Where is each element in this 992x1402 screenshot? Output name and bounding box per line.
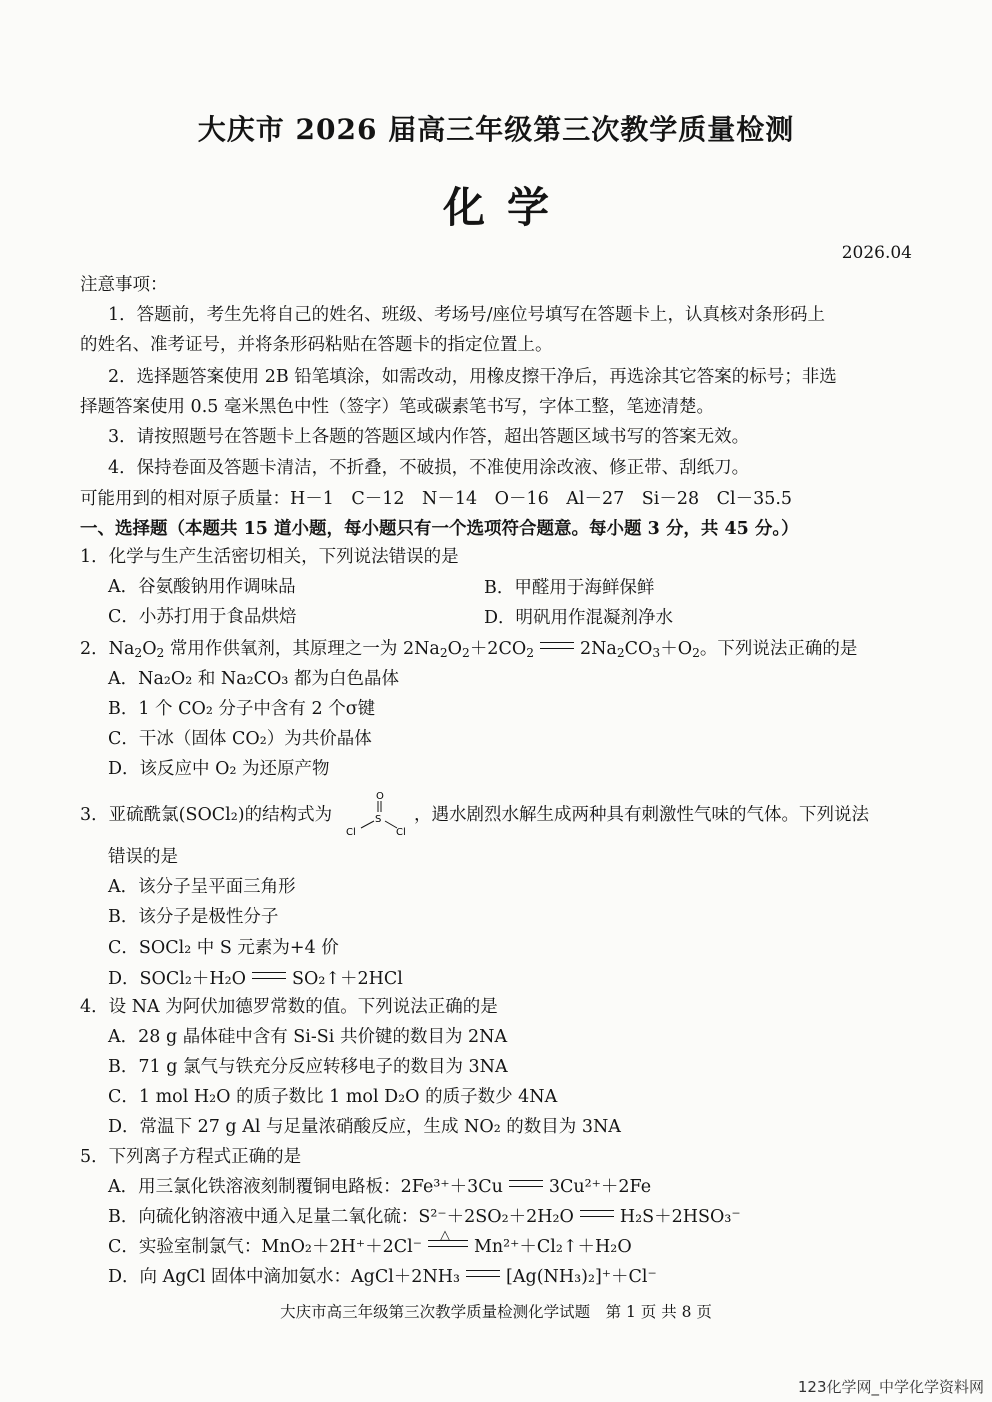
q3-option-d: D．SOCl₂＋H₂O SO₂↑＋2HCl bbox=[108, 969, 403, 989]
q3-stem-part-2: ，遇水剧烈水解生成两种具有刺激性气味的气体。下列说法 bbox=[414, 805, 869, 825]
exam-date: 2026.04 bbox=[841, 243, 912, 263]
q3-option-a: A．该分子呈平面三角形 bbox=[108, 877, 296, 897]
q2-option-d: D．该反应中 O₂ 为还原产物 bbox=[108, 759, 330, 779]
q3-stem-part-3: 错误的是 bbox=[108, 847, 178, 867]
equals-sign bbox=[580, 1210, 614, 1217]
struct-chlorine-left: Cl bbox=[346, 827, 356, 836]
page-footer: 大庆市高三年级第三次教学质量检测化学试题 第 1 页 共 8 页 bbox=[280, 1303, 712, 1321]
struct-chlorine-right: Cl bbox=[396, 827, 406, 836]
q1-option-d: D．明矾用作混凝剂净水 bbox=[484, 608, 674, 628]
equals-sign bbox=[509, 1180, 543, 1187]
q4-stem: 4．设 NA 为阿伏加德罗常数的值。下列说法正确的是 bbox=[80, 997, 498, 1017]
subject-title: 化学 bbox=[442, 183, 571, 232]
section-heading: 一、选择题（本题共 15 道小题，每小题只有一个选项符合题意。每小题 3 分，共 45 分。） bbox=[80, 519, 799, 539]
site-watermark: 123化学网_中学化学资料网 bbox=[797, 1378, 984, 1396]
q4-option-c: C．1 mol H₂O 的质子数比 1 mol D₂O 的质子数少 4NA bbox=[108, 1087, 558, 1107]
q1-option-c: C．小苏打用于食品烘焙 bbox=[108, 607, 297, 627]
notice-item-4: 4．保持卷面及答题卡清洁，不折叠，不破损，不准使用涂改液、修正带、刮纸刀。 bbox=[108, 458, 750, 478]
q5-stem: 5．下列离子方程式正确的是 bbox=[80, 1147, 302, 1167]
q5-option-b: B．向硫化钠溶液中通入足量二氧化硫：S²⁻＋2SO₂＋2H₂O H₂S＋2HSO₃⁻ bbox=[108, 1207, 741, 1227]
q4-option-a: A．28 g 晶体硅中含有 Si-Si 共价键的数目为 2NA bbox=[108, 1027, 508, 1047]
q5-option-d: D．向 AgCl 固体中滴加氨水：AgCl＋2NH₃ [Ag(NH₃)₂]⁺＋Cl⁻ bbox=[108, 1267, 657, 1287]
q1-stem: 1．化学与生产生活密切相关，下列说法错误的是 bbox=[80, 547, 459, 567]
struct-oxygen: O bbox=[376, 791, 384, 802]
exam-title: 大庆市 2026 届高三年级第三次教学质量检测 bbox=[197, 113, 795, 146]
q4-option-b: B．71 g 氯气与铁充分反应转移电子的数目为 3NA bbox=[108, 1057, 508, 1077]
q1-option-b: B．甲醛用于海鲜保鲜 bbox=[484, 578, 655, 598]
q5-option-c: C．实验室制氯气：MnO₂＋2H⁺＋2Cl⁻ △ Mn²⁺＋Cl₂↑＋H₂O bbox=[108, 1236, 632, 1258]
q2-option-b: B．1 个 CO₂ 分子中含有 2 个σ键 bbox=[108, 699, 376, 719]
struct-sulfur: S bbox=[375, 814, 382, 825]
q2-option-c: C．干冰（固体 CO₂）为共价晶体 bbox=[108, 729, 372, 749]
notice-item-1-line-2: 的姓名、准考证号，并将条形码粘贴在答题卡的指定位置上。 bbox=[80, 335, 553, 355]
equals-sign bbox=[466, 1270, 500, 1277]
q3-stem-part-1: 3．亚硫酰氯(SOCl₂)的结构式为 bbox=[80, 805, 333, 825]
notice-item-2-line-1: 2．选择题答案使用 2B 铅笔填涂，如需改动，用橡皮擦干净后，再选涂其它答案的标号；非选 bbox=[108, 367, 837, 387]
q2-stem: 2．$Na_2O_2$ 常用作供氧剂，其原理之一为 $2Na_2O_2+2CO_2$ $2Na_2CO_3+O_2$。下列说法正确的是 bbox=[80, 639, 858, 661]
q1-option-a: A．谷氨酸钠用作调味品 bbox=[108, 577, 296, 597]
q3-option-c: C．SOCl₂ 中 S 元素为+4 价 bbox=[108, 938, 339, 958]
socl2-structure-diagram bbox=[344, 788, 414, 836]
notice-item-3: 3．请按照题号在答题卡上各题的答题区域内作答，超出答题区域书写的答案无效。 bbox=[108, 427, 750, 447]
q2-option-a: A．Na₂O₂ 和 Na₂CO₃ 都为白色晶体 bbox=[108, 669, 399, 689]
equals-sign bbox=[540, 642, 574, 649]
q4-option-d: D．常温下 27 g Al 与足量浓硝酸反应，生成 NO₂ 的数目为 3NA bbox=[108, 1117, 621, 1137]
atomic-mass-line: 可能用到的相对原子质量：H－1 C－12 N－14 O－16 Al－27 Si－28 Cl－35.5 bbox=[80, 489, 793, 509]
notice-item-1-line-1: 1．答题前，考生先将自己的姓名、班级、考场号/座位号填写在答题卡上，认真核对条形码上 bbox=[108, 305, 826, 325]
q5-option-a: A．用三氯化铁溶液刻制覆铜电路板：2Fe³⁺＋3Cu 3Cu²⁺＋2Fe bbox=[108, 1177, 652, 1197]
q3-option-b: B．该分子是极性分子 bbox=[108, 907, 279, 927]
equals-sign bbox=[252, 972, 286, 979]
heat-condition-symbol: △ bbox=[439, 1227, 450, 1243]
heating-equals-sign bbox=[428, 1227, 468, 1247]
notice-heading: 注意事项： bbox=[80, 275, 168, 295]
notice-item-2-line-2: 择题答案使用 0.5 毫米黑色中性（签字）笔或碳素笔书写，字体工整，笔迹清楚。 bbox=[80, 397, 714, 417]
